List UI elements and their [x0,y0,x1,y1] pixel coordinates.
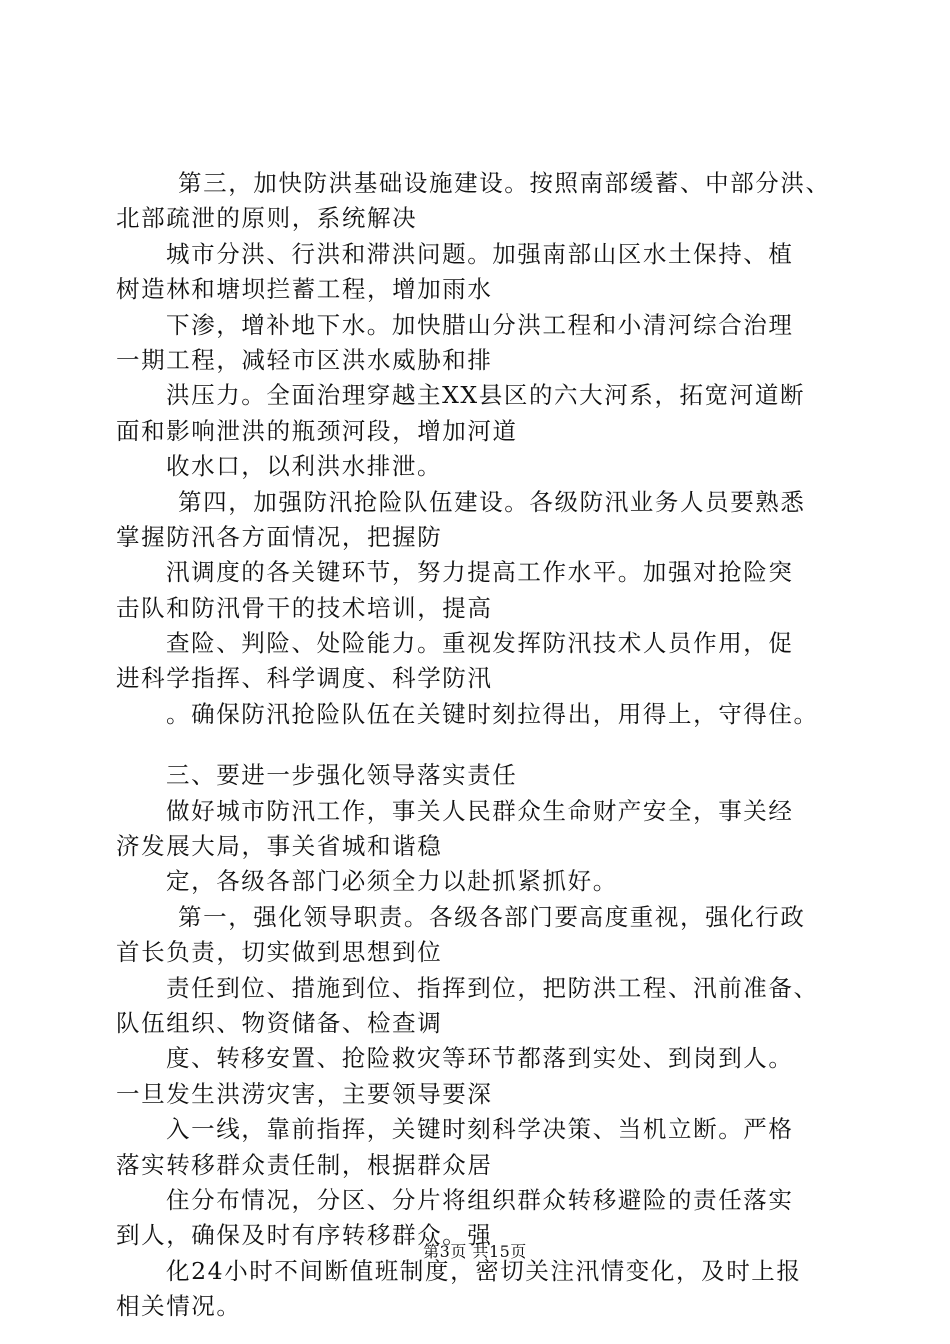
paragraph-line: 。确保防汛抢险队伍在关键时刻拉得出，用得上，守得住。 [166,699,819,728]
paragraph-line: 一旦发生洪涝灾害，主要领导要深 [116,1079,493,1108]
paragraph-line: 进科学指挥、科学调度、科学防汛 [116,664,493,693]
paragraph-line: 度、转移安置、抢险救灾等环节都落到实处、到岗到人。 [166,1044,794,1073]
paragraph-line: 城市分洪、行洪和滞洪问题。加强南部山区水土保持、植 [166,239,794,268]
paragraph-line: 树造林和塘坝拦蓄工程，增加雨水 [116,275,493,304]
paragraph-line: 相关情况。 [116,1292,242,1321]
paragraph-line: 洪压力。全面治理穿越主XX县区的六大河系，拓宽河道断 [166,381,806,410]
paragraph-line: 查险、判险、处险能力。重视发挥防汛技术人员作用，促 [166,629,794,658]
paragraph-line: 队伍组织、物资储备、检查调 [116,1008,443,1037]
paragraph-line: 收水口，以利洪水排泄。 [166,452,443,481]
section-gap [116,732,860,758]
section-heading: 三、要进一步强化领导落实责任 [166,761,518,790]
paragraph-line: 住分布情况，分区、分片将组织群众转移避险的责任落实 [166,1185,794,1214]
page-number-footer: 第3页 共15页 [423,1242,527,1261]
document-body [116,166,860,1325]
paragraph-line: 做好城市防汛工作，事关人民群众生命财产安全，事关经 [166,796,794,825]
paragraph-line: 落实转移群众责任制，根据群众居 [116,1150,493,1179]
paragraph-line: 一期工程，减轻市区洪水威胁和排 [116,345,493,374]
paragraph-line: 第四，加强防汛抢险队伍建设。各级防汛业务人员要熟悉 [178,487,806,516]
paragraph-line: 定，各级各部门必须全力以赴抓紧抓好。 [166,867,618,896]
paragraph-line: 入一线，靠前指挥，关键时刻科学决策、当机立断。严格 [166,1115,794,1144]
paragraph-line: 首长负责，切实做到思想到位 [116,938,443,967]
paragraph-line: 汛调度的各关键环节，努力提高工作水平。加强对抢险突 [166,558,794,587]
paragraph-line: 第一，强化领导职责。各级各部门要高度重视，强化行政 [178,902,806,931]
paragraph-line: 掌握防汛各方面情况，把握防 [116,522,443,551]
paragraph-line: 到人，确保及时有序转移群众。强 [116,1221,493,1250]
paragraph-line: 下渗，增补地下水。加快腊山分洪工程和小清河综合治理 [166,310,794,339]
paragraph-line: 击队和防汛骨干的技术培训，提高 [116,593,493,622]
paragraph-line: 济发展大局，事关省城和谐稳 [116,832,443,861]
paragraph-line: 第三，加快防洪基础设施建设。按照南部缓蓄、中部分洪、 [178,169,831,197]
paragraph-line: 北部疏泄的原则，系统解决 [116,204,418,233]
paragraph-line: 责任到位、措施到位、指挥到位，把防洪工程、汛前准备、 [166,973,819,1002]
paragraph-line: 化24小时不间断值班制度，密切关注汛情变化，及时上报 [166,1256,802,1285]
paragraph-line: 面和影响泄洪的瓶颈河段，增加河道 [116,416,518,445]
